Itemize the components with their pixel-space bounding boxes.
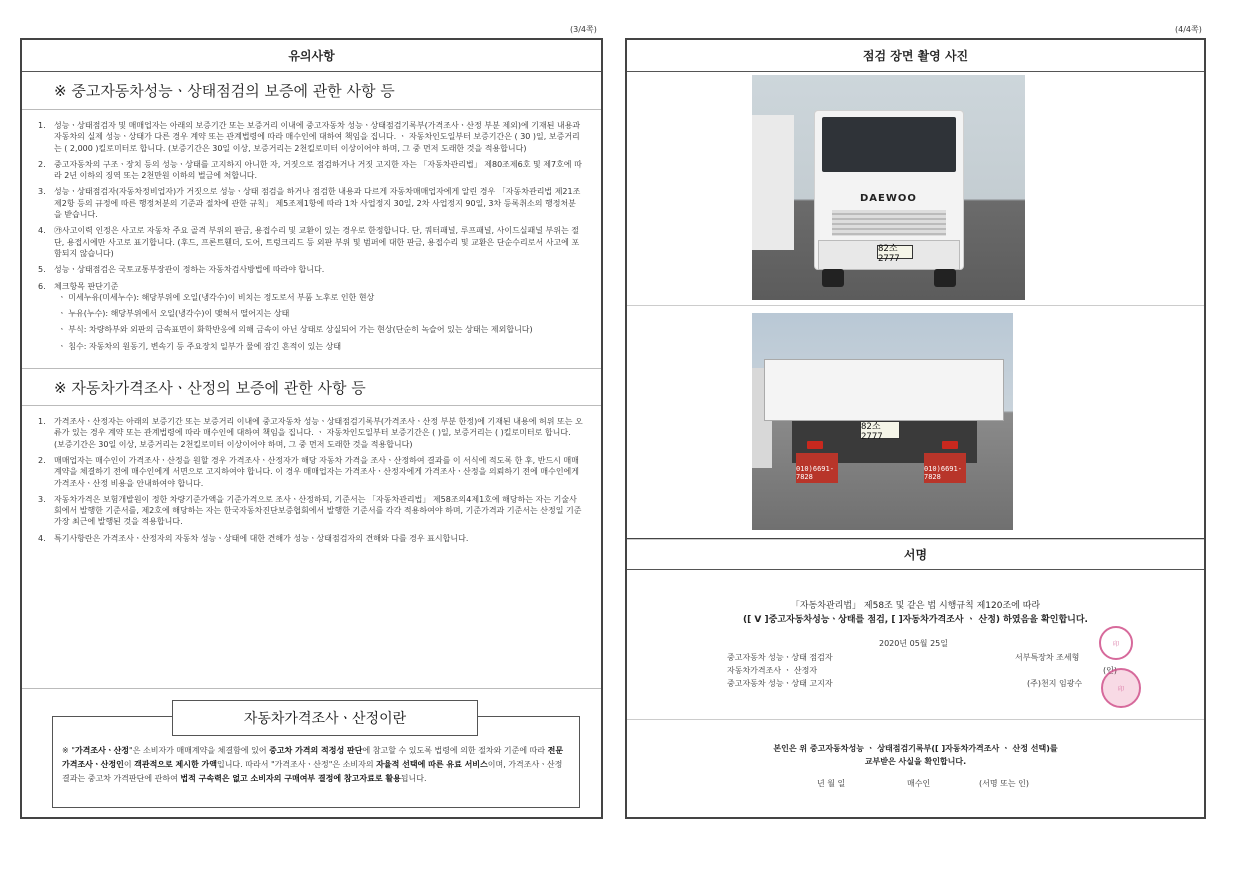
criteria-item: ㆍ 부식: 차량하부와 외판의 금속표면이 화학반응에 의해 금속이 아닌 상태로 상실되어 가는 현상(단순히 녹슬어 있는 상태는 제외합니다) — [58, 325, 533, 335]
buyer-sign-label: (서명 또는 인) — [979, 779, 1029, 788]
criteria-item: ㆍ 누유(누수): 해당부위에서 오일(냉각수)이 맺혀서 떨어지는 상태 — [58, 309, 290, 319]
definition-box — [52, 711, 584, 808]
buyer-label: 매수인 — [907, 779, 931, 788]
notifier-stamp: 印 — [1101, 668, 1141, 708]
appraiser-name: (인) — [1103, 666, 1117, 675]
divider — [22, 688, 601, 689]
photo-header: 점검 장면 촬영 사진 — [627, 40, 1204, 72]
list-item: 4. ㉮사고이력 인정은 사고로 자동차 주요 골격 부위의 판금, 용접수리 및 교환이 있는 경우로 한정합니다. 단, 쿼터패널, 루프패널, 사이드실패널 부위는 절단, 용접시에만 사고로 표기합니다. (후드, 프론트휀더, 도어, 트렁크리드 등 외판 부위 및 범퍼에 대한 판금, 용접수리 및 교환은 단순수리로서 사고에 포함되지 않습니다) — [38, 226, 580, 258]
inspector-stamp: 印 — [1099, 626, 1133, 660]
list-item: 2. 매매업자는 매수인이 가격조사ㆍ산정을 원할 경우 가격조사ㆍ산정자가 해당 자동차 가격을 조사ㆍ산정하여 결과를 이 서식에 적도록 한 후, 반드시 매매계약을 체결하기 전에 매수인에게 서면으로 고지하여야 합니다. 이 경우 매매업자는 가격조사ㆍ산정자에게 가격조사ㆍ산정을 의뢰하기 전에 매수인에게 가격조사ㆍ산정 비용을 안내하여야 합니다. — [38, 455, 580, 488]
list-item: 3. 성능ㆍ상태점검자(자동차정비업자)가 거짓으로 성능ㆍ상태 점검을 하거나 점검한 내용과 다르게 자동차매매업자에게 알린 경우 「자동차관리법 제21조제2항 등의 규정에 따른 행정처분의 기준과 절차에 관한 규칙」 제5조제1항에 따라 1차 사업정지 30일, 2차 사업정지 90일, 3차 등록취소의 행정처분을 받습니다. — [38, 187, 581, 220]
taillight — [807, 441, 823, 449]
notifier-name: (주)천지 임광수 — [1027, 679, 1083, 688]
price-warranty-title: ※ 자동차가격조사ㆍ산정의 보증에 관한 사항 등 — [22, 368, 601, 406]
inspection-confirmation: ([ V ]중고자동차성능ㆍ상태를 점검, [ ]자동차가격조사 ㆍ 산정) 하였음을 확인합니다. — [743, 615, 1088, 625]
photo-row-rear — [627, 306, 1204, 540]
definition-text: ※ "가격조사ㆍ산정"은 소비자가 매매계약을 체결함에 있어 중고차 가격의 적정성 판단에 참고할 수 있도록 법령에 의한 절차와 기준에 따라 전문 가격조사ㆍ산정인이 객관적으로 제시한 가액입니다. 따라서 "가격조사ㆍ산정"은 소비자의 자율적 선택에 따른 유료 서비스이며, 가격조사ㆍ산정 결과는 중고차 가격판단에 관하여 법적 구속력은 없고 소비자의 구매여부 결정에 참고자료로 활용됩니다. — [62, 746, 564, 783]
receipt-date-label: 년 월 일 — [817, 779, 846, 788]
truck-brand: DAEWOO — [860, 193, 917, 204]
notifier-role: 중고자동차 성능ㆍ상태 고지자 — [727, 679, 833, 688]
performance-warranty-list — [22, 110, 601, 368]
list-item: 6. 체크항목 판단기준 ㆍ 미세누유(미세누수): 해당부위에 오일(냉각수)이 비치는 정도로서 부품 노후로 인한 현상 ㆍ 누유(누수): 해당부위에서 오일(냉각수)이 맺혀서 떨어지는 상태 ㆍ 부식: 차량하부와 외판의 금속표면이 화학반응에 의해 금속이 아닌 상태로 상실되어 가는 현상(단순히 녹슬어 있는 상태는 제외합니다) ㆍ 침수: 자동차의 원동기, 변속기 등 주요장치 일부가 물에 잠긴 흔적이 있는 상태 — [38, 281, 583, 357]
mudflap-right: 010)6691-7828 — [924, 453, 966, 483]
list-item: 5. 성능ㆍ상태점검은 국토교통부장관이 정하는 자동차검사방법에 따라야 합니다. — [38, 265, 325, 275]
grille — [832, 210, 946, 236]
signature-date: 2020년 05월 25일 — [879, 639, 948, 648]
notes-header: 유의사항 — [22, 40, 601, 72]
signature-body — [627, 570, 1204, 720]
appraiser-role: 자동차가격조사 ㆍ 산정자 — [727, 666, 818, 675]
side-truck — [752, 115, 794, 250]
wheel — [934, 269, 956, 287]
photo-row-front — [627, 72, 1204, 306]
receipt-confirmation — [627, 720, 1204, 816]
truck-front-photo — [752, 75, 1025, 300]
list-item: 1. 가격조사ㆍ산정자는 아래의 보증기간 또는 보증거리 이내에 중고자동차 성능ㆍ상태점검기록부(가격조사ㆍ산정 부분 한정)에 기재된 내용에 허위 또는 오류가 있는 경우 계약 또는 관계법령에 따라 매수인에 대하여 책임을 집니다. ㆍ 자동차인도일부터 보증기간은 ( )일, 보증거리는 ( )킬로미터로 합니다. (보증기간은 30일 이상, 보증거리는 2천킬로미터 이상이어야 하며, 그 중 먼저 도래한 것을 적용합니다) — [38, 417, 583, 449]
photo-sign-panel — [625, 38, 1206, 819]
wheel — [822, 269, 844, 287]
list-item: 1. 성능ㆍ상태점검자 및 매매업자는 아래의 보증기간 또는 보증거리 이내에 중고자동차 성능ㆍ상태점검기록부(가격조사ㆍ산정 부분 제외)에 기재된 내용과 자동차의 실제 성능ㆍ상태가 다른 경우 계약 또는 관계법령에 따라 매수인에 대하여 책임을 집니다. ㆍ 자동차인도일부터 보증기간은 ( 30 )일, 보증거리는 ( 2,000 )킬로미터로 합니다. (보증기간은 30일 이상, 보증거리는 2천킬로미터 이상이어야 하며, 그 중 먼저 도래한 것을 적용합니다) — [38, 121, 581, 153]
criteria-item: ㆍ 미세누유(미세누수): 해당부위에 오일(냉각수)이 비치는 정도로서 부품 노후로 인한 현상 — [58, 292, 375, 302]
taillight — [942, 441, 958, 449]
page-number-right: (4/4쪽) — [1175, 25, 1202, 34]
definition-title: 자동차가격조사ㆍ산정이란 — [172, 700, 478, 736]
criteria-item: ㆍ 침수: 자동차의 원동기, 변속기 등 주요장치 일부가 물에 잠긴 흔적이 있는 상태 — [58, 341, 342, 351]
receipt-line-1: 본인은 위 중고자동차성능 ㆍ 상태점검기록부([ ]자동차가격조사 ㆍ 산정 선택)를 — [773, 744, 1058, 753]
windshield — [822, 117, 956, 172]
list-item: 3. 자동차가격은 보험개발원이 정한 차량기준가액을 기준가격으로 조사ㆍ산정하되, 기준서는 「자동차관리법」 제58조의4제1호에 해당하는 자는 기술사회에서 발행한 기준서를, 제2호에 해당하는 자는 한국자동차진단보증협회에서 발행한 기준서를 각각 적용하여야 하며, 기준가격과 기준서는 산정일 기준 가장 최근에 발행된 것을 적용합니다. — [38, 494, 582, 527]
list-item: 2. 중고자동차의 구조ㆍ장치 등의 성능ㆍ상태를 고지하지 아니한 자, 거짓으로 점검하거나 거짓 고지한 자는 「자동차관리법」 제80조제6호 및 제7호에 따라 2년 이하의 징역 또는 2천만원 이하의 벌금에 처합니다. — [38, 159, 582, 181]
price-warranty-list — [22, 406, 601, 555]
rear-plate: 82소2777 — [860, 421, 900, 439]
legal-basis: 「자동차관리법」 제58조 및 같은 법 시행규칙 제120조에 따라 — [790, 601, 1041, 611]
truck-rear-photo — [752, 313, 1013, 530]
mudflap-left: 010)6691-7828 — [796, 453, 838, 483]
receipt-line-2: 교부받은 사실을 확인합니다. — [864, 757, 967, 766]
receipt-text — [627, 742, 1204, 768]
signature-header: 서명 — [627, 538, 1204, 570]
criteria-title: 체크항목 판단기준 — [54, 281, 119, 291]
page-number-left: (3/4쪽) — [570, 25, 597, 34]
tailgate — [764, 359, 1004, 421]
inspector-name: 서부특장차 조세형 — [1015, 653, 1080, 662]
performance-warranty-title: ※ 중고자동차성능ㆍ상태점검의 보증에 관한 사항 등 — [22, 72, 601, 110]
front-plate: 82소2777 — [877, 245, 913, 259]
notes-panel — [20, 38, 603, 819]
inspector-role: 중고자동차 성능ㆍ상태 점검자 — [727, 653, 833, 662]
list-item: 4. 특기사항란은 가격조사ㆍ산정자의 자동차 성능ㆍ상태에 대한 견해가 성능ㆍ상태점검자의 견해와 다를 경우 표시합니다. — [38, 533, 469, 543]
